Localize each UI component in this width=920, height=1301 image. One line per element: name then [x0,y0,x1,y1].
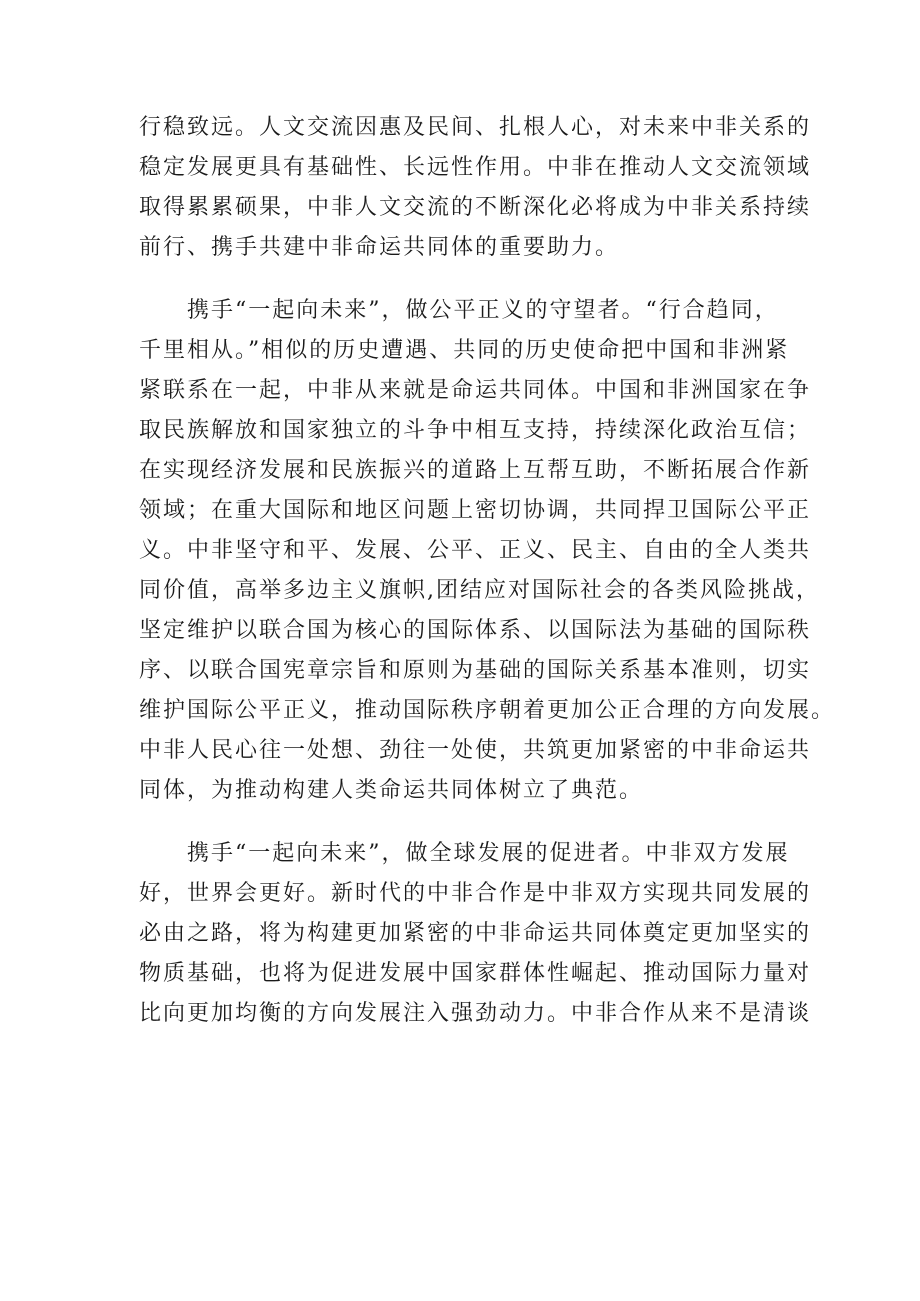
document-body [139,108,836,1034]
text-line: 必由之路，将为构建更加紧密的中非命运共同体奠定更加坚实的 [139,921,812,946]
paragraph-spacer [139,268,819,291]
paragraph-2 [139,291,836,811]
text-line: 在实现经济发展和民族振兴的道路上互帮互助，不断拓展合作新 [139,458,812,483]
text-line: 好，世界会更好。新时代的中非合作是中非双方实现共同发展的 [139,881,812,906]
text-line: 稳定发展更具有基础性、长远性作用。中非在推动人文交流领域 [139,155,812,180]
paragraph-3 [139,834,819,1034]
text-line: 行稳致远。人文交流因惠及民间、扎根人心，对未来中非关系的 [139,115,812,140]
text-line: 前行、携手共建中非命运共同体的重要助力。 [139,235,620,260]
text-line: 坚定维护以联合国为核心的国际体系、以国际法为基础的国际秩 [139,618,812,643]
text-line: 取得累累硕果，中非人文交流的不断深化必将成为中非关系持续 [139,195,812,220]
text-line: 携手“一起向未来”，做全球发展的促进者。中非双方发展 [139,841,790,866]
text-line: 携手“一起向未来”，做公平正义的守望者。“行合趋同， [139,298,779,323]
text-line: 比向更加均衡的方向发展注入强劲动力。中非合作从来不是清谈 [139,1001,812,1026]
text-line: 维护国际公平正义，推动国际秩序朝着更加公正合理的方向发展。 [139,698,836,723]
paragraph-1 [139,108,819,268]
text-line: 中非人民心往一处想、劲往一处使，共筑更加紧密的中非命运共 [139,738,812,763]
text-line: 序、以联合国宪章宗旨和原则为基础的国际关系基本准则，切实 [139,658,812,683]
text-line: 领域；在重大国际和地区问题上密切协调，共同捍卫国际公平正 [139,498,812,523]
text-line: 物质基础，也将为促进发展中国家群体性崛起、推动国际力量对 [139,961,812,986]
text-line: 同价值，高举多边主义旗帜,团结应对国际社会的各类风险挑战， [139,578,820,603]
text-line: 同体，为推动构建人类命运共同体树立了典范。 [139,778,644,803]
text-line: 取民族解放和国家独立的斗争中相互支持，持续深化政治互信； [139,418,812,443]
paragraph-spacer [139,811,819,834]
text-line: 紧联系在一起，中非从来就是命运共同体。中国和非洲国家在争 [139,378,812,403]
text-line: 义。中非坚守和平、发展、公平、正义、民主、自由的全人类共 [139,538,812,563]
text-line: 千里相从。”相似的历史遭遇、共同的历史使命把中国和非洲紧 [139,338,790,363]
